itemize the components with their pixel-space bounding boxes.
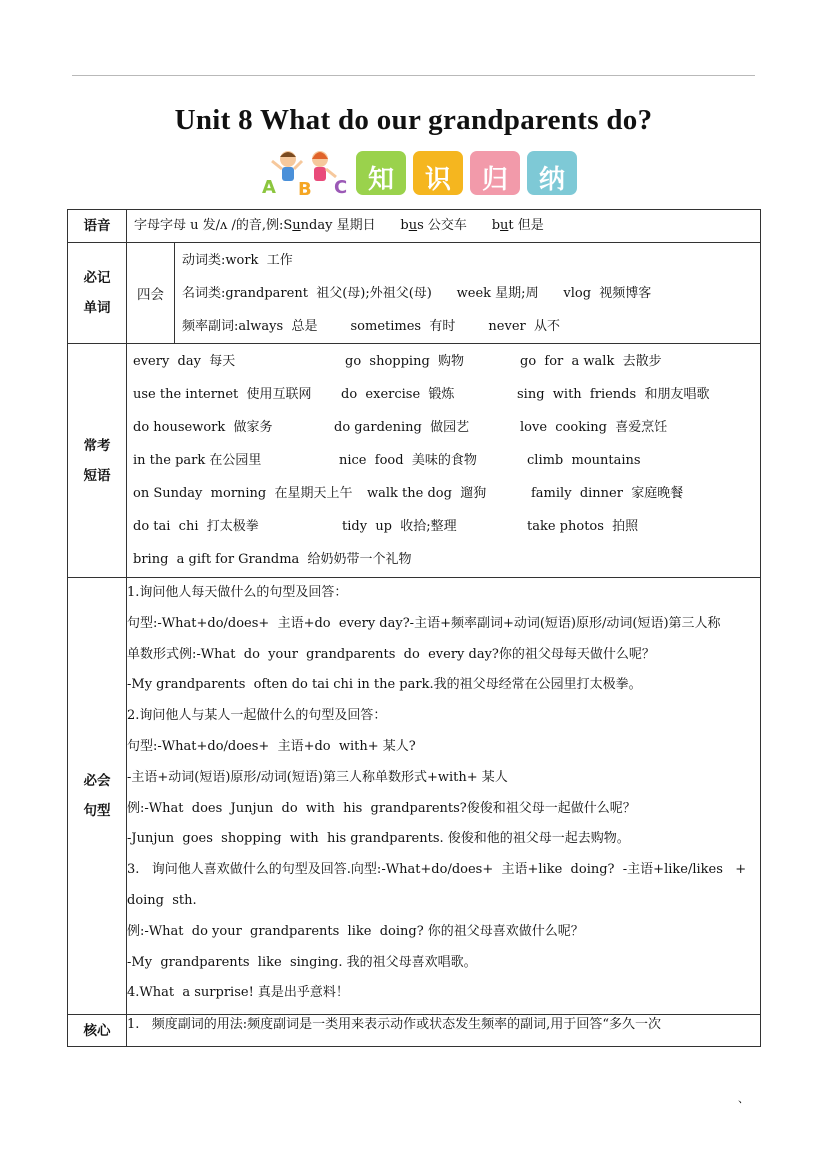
phrase-row	[127, 444, 760, 477]
phrase-cell: tidy up 收拾;整理	[342, 519, 457, 534]
banner-tile-1: 知	[356, 151, 406, 195]
vocab-line: 名词类:grandparent 祖父(母);外祖父(母) week 星期;周 vlog 视频博客	[182, 286, 652, 301]
phrase-row	[127, 345, 760, 378]
phonics-u-3: u	[500, 218, 509, 233]
phrases-row	[68, 344, 761, 578]
vocab-line: 动词类:work 工作	[182, 253, 293, 268]
phrase-cell: do housework 做家务	[133, 420, 273, 435]
sentence-line: 句型:-What+do/does+ 主语+do every day?-主语+频率副词+动词(短语)原形/动词(短语)第三人称	[127, 615, 721, 631]
phonics-content	[127, 210, 761, 243]
phrase-row	[127, 510, 760, 543]
phrase-cell: love cooking 喜爱烹饪	[520, 420, 668, 435]
phrase-row	[127, 543, 760, 576]
vocab-label-bottom: 单词	[83, 300, 111, 316]
phrase-cell: bring a gift for Grandma 给奶奶带一个礼物	[133, 552, 412, 567]
phrase-cell: climb mountains	[527, 453, 641, 468]
banner-letter-b: B	[298, 179, 312, 197]
vocab-line: 频率副词:always 总是 sometimes 有时 never 从不	[182, 319, 561, 334]
vocab-level: 四会	[127, 243, 175, 344]
phrase-cell: nice food 美味的食物	[339, 453, 477, 468]
sentences-label	[68, 578, 127, 1015]
phrase-cell: take photos 拍照	[527, 519, 639, 534]
phrase-cell: use the internet 使用互联网	[133, 387, 312, 402]
phonics-prefix: 字母字母 u 发/ʌ /的音,例:S	[134, 218, 293, 233]
phrase-row	[127, 378, 760, 411]
phonics-u-2: u	[408, 218, 418, 233]
phrase-cell: go for a walk 去散步	[520, 354, 662, 369]
page-title: Unit 8 What do our grandparents do?	[174, 104, 653, 136]
vocab-content	[175, 243, 761, 344]
sentence-line: 单数形式例:-What do your grandparents do every day?你的祖父母每天做什么呢？	[127, 646, 655, 662]
sentence-line: -My grandparents often do tai chi in the park.我的祖父母经常在公园里打太极拳。	[127, 677, 642, 693]
sentence-line: -My grandparents like singing. 我的祖父母喜欢唱歌。	[127, 954, 477, 970]
sentence-line: 例:-What does Junjun do with his grandparents?俊俊和祖父母一起做什么呢？	[127, 800, 636, 816]
banner-letter-c: C	[334, 177, 348, 197]
kids-abc-illustration	[258, 147, 354, 197]
phonics-label: 语音	[68, 210, 127, 243]
phonics-u-1: u	[292, 218, 301, 233]
phrase-cell: every day 每天	[133, 354, 236, 369]
knowledge-banner	[258, 147, 580, 197]
vocab-row	[68, 243, 761, 344]
sentence-line: 句型:-What+do/does+ 主语+do with+ 某人?	[127, 738, 416, 754]
phrases-label-top: 常考	[83, 437, 111, 454]
phrase-cell: do tai chi 打太极拳	[133, 519, 259, 534]
phonics-mid-2: s 公交车 b	[417, 218, 501, 233]
phonics-mid-1: nday 星期日 b	[300, 218, 409, 233]
corner-mark: 、	[738, 1092, 749, 1105]
sentence-line: -主语+动词(短语)原形/动词(短语)第三人称单数形式+with+ 某人	[127, 769, 508, 785]
phrase-cell: on Sunday morning 在星期天上午	[133, 486, 353, 501]
sentence-line: -Junjun goes shopping with his grandparents. 俊俊和他的祖父母一起去购物。	[127, 831, 630, 847]
vocab-label-top: 必记	[83, 270, 111, 286]
vocab-label	[68, 243, 127, 344]
summary-table	[67, 209, 761, 1047]
sentence-line: 3. 询问他人喜欢做什么的句型及回答.向型:-What+do/does+ 主语+like doing? -主语+like/likes +	[127, 862, 747, 878]
phrase-cell: walk the dog 遛狗	[367, 486, 487, 501]
banner-tile-3: 归	[470, 151, 520, 195]
phonics-end: t 但是	[508, 218, 544, 233]
sentences-label-bottom: 句型	[83, 803, 111, 819]
sentences-row	[68, 578, 761, 1015]
banner-letter-a: A	[262, 177, 276, 197]
banner-tile-4: 纳	[527, 151, 577, 195]
phrase-cell: sing with friends 和朋友唱歌	[517, 387, 710, 402]
core-label: 核心	[68, 1015, 127, 1047]
phrases-label-bottom: 短语	[83, 467, 111, 484]
core-row	[68, 1015, 761, 1047]
phrase-cell: go shopping 购物	[345, 354, 465, 369]
phrase-cell: do gardening 做园艺	[334, 420, 470, 435]
sentence-line: 2.询问他人与某人一起做什么的句型及回答：	[127, 708, 387, 724]
phonics-row	[68, 210, 761, 243]
sentence-line: 例:-What do your grandparents like doing? 你的祖父母喜欢做什么呢？	[127, 923, 584, 939]
phrase-row	[127, 477, 760, 510]
banner-tile-2: 识	[413, 151, 463, 195]
core-content: 1. 频度副词的用法:频度副词是一类用来表示动作或状态发生频率的副词,用于回答“多久一次	[127, 1015, 761, 1047]
sentence-line: doing sth.	[127, 892, 197, 908]
sentences-label-top: 必会	[83, 773, 111, 789]
header-rule	[72, 75, 755, 76]
phrase-cell: family dinner 家庭晚餐	[531, 486, 684, 501]
phrase-row	[127, 411, 760, 444]
phrase-cell: in the park 在公园里	[133, 453, 262, 468]
sentence-line: 1.询问他人每天做什么的句型及回答：	[127, 585, 348, 600]
phrases-label	[68, 344, 127, 578]
sentences-content	[127, 578, 761, 1015]
phrases-content	[127, 344, 761, 578]
sentence-line: 4.What a surprise! 真是出乎意料！	[127, 985, 349, 1001]
phrase-cell: do exercise 锻炼	[341, 387, 455, 402]
